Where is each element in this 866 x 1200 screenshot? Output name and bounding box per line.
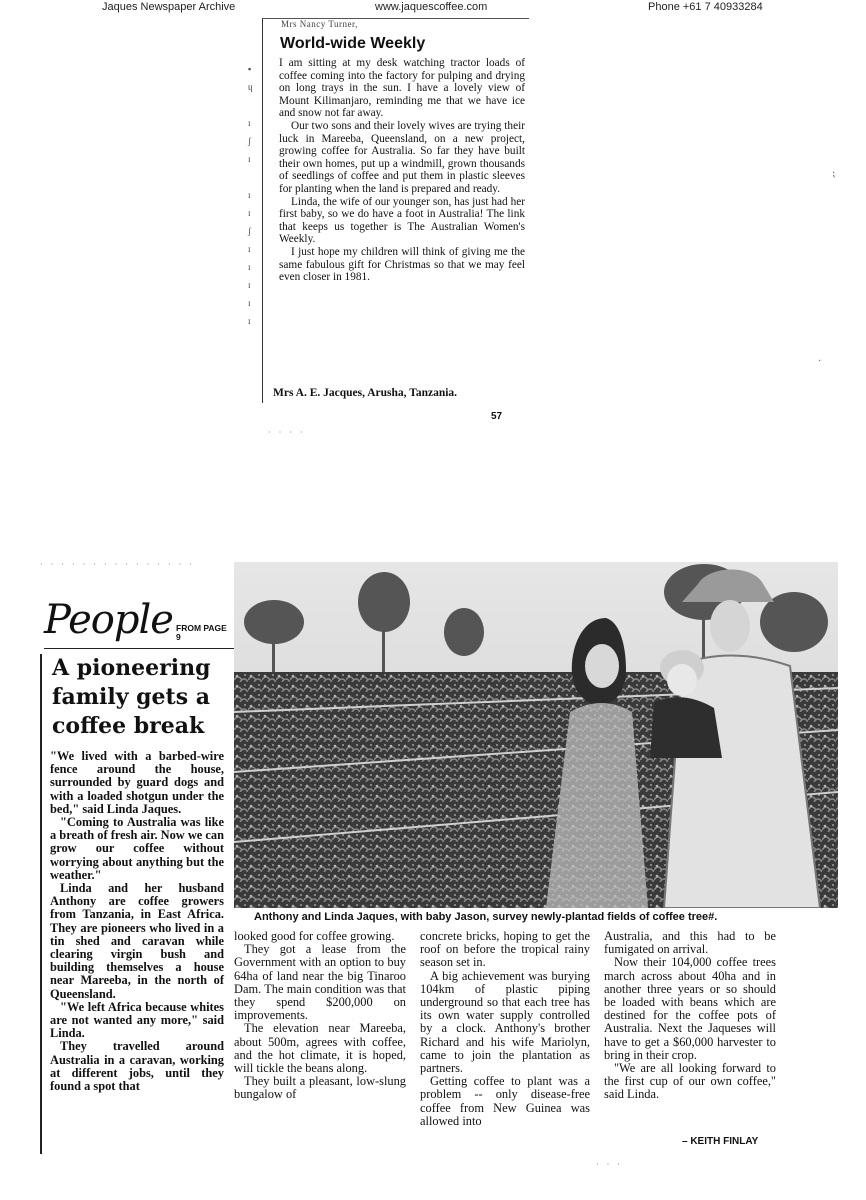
article-paragraph: "We lived with a barbed-wire fence around the house, surrounded by guard dogs and with a loaded shotgun under the bed," said Linda Jaques. xyxy=(50,749,224,816)
from-page-label: FROM PAGE 9 xyxy=(176,623,227,642)
column-rule xyxy=(40,654,42,1154)
family-photo xyxy=(234,562,838,908)
scan-margin-marks: ▪ ɥ ɪ ʃ ɪ ɪ ɪ ʃ ɪ ɪ ɪ ɪ ɪ xyxy=(248,64,253,326)
article-column-4 xyxy=(604,930,776,1102)
article-paragraph: The elevation near Mareeba, about 500m, agrees with coffee, and the hot climate, it is hoped, will tickle the beans along. xyxy=(234,1021,406,1076)
letter-signature: Mrs A. E. Jacques, Arusha, Tanzania. xyxy=(273,387,458,399)
website-url[interactable]: www.jaquescoffee.com xyxy=(375,1,488,13)
article-paragraph: A big achievement was burying 104km of plastic piping underground so that each tree has its own water supply controlled by a clock. Anthony's brother Richard and his wife Mariolyn, came to join the plantation as partners. xyxy=(420,968,590,1076)
phone-number: Phone +61 7 40933284 xyxy=(648,1,763,13)
archive-name: Jaques Newspaper Archive xyxy=(102,1,236,13)
article-paragraph: looked good for coffee growing. xyxy=(234,929,395,943)
article-paragraph: Getting coffee to plant was a problem -- only disease-free coffee from New Guinea was allowed into xyxy=(420,1074,590,1128)
letter-top-fragment: Mrs Nancy Turner, xyxy=(281,19,358,29)
article-byline: – KEITH FINLAY xyxy=(682,1136,759,1147)
article-paragraph: Now their 104,000 coffee trees march across about 40ha and in another three years or so should be loaded with beans which are destined for the coffee pots of Australia. Next the Jaqueses will have to get a $60,000 harvester to bring in their crop. xyxy=(604,955,776,1062)
photo-caption: Anthony and Linda Jaques, with baby Jason, survey newly-plantad fields of coffee tree#. xyxy=(254,911,718,923)
letter-body xyxy=(279,57,525,284)
article-paragraph: Australia, and this had to be fumigated on arrival. xyxy=(604,929,776,957)
article-paragraph: "Coming to Australia was like a breath of fresh air. Now we can grow our coffee without worrying about anything but the weather." xyxy=(50,815,224,882)
letter-title: World-wide Weekly xyxy=(280,35,426,52)
section-title: People xyxy=(44,597,173,643)
letter-paragraph: I just hope my children will think of giving me the same fabulous gift for Christmas so that we may feel even closer in 1981. xyxy=(279,245,525,284)
article-paragraph: concrete bricks, hoping to get the roof on before the tropical rainy season set in. xyxy=(420,929,590,970)
article-column-1 xyxy=(50,750,224,1093)
section-underline xyxy=(44,648,234,649)
article-headline: A pioneering family gets a coffee break xyxy=(52,655,211,739)
article-paragraph: Linda and her husband Anthony are coffee growers from Tanzania, in East Africa. They are pioneers who lived in a tin shed and caravan while clearing virgin bush and building themselves a house near Mareeba, in the north of Queensland. xyxy=(50,881,224,1001)
article-paragraph: They travelled around Australia in a caravan, working at different jobs, until they found a spot that xyxy=(50,1039,224,1094)
article-paragraph: "We are all looking forward to the first cup of our own coffee," said Linda. xyxy=(604,1061,776,1102)
page-number: 57 xyxy=(491,411,503,422)
scan-noise: · · · xyxy=(596,1160,623,1169)
scan-speck: · xyxy=(818,356,822,367)
article-paragraph: They got a lease from the Government with an option to buy 64ha of land near the big Tinaroo Dam. The main condition was that they spend $200,000 on improvements. xyxy=(234,942,406,1023)
letter-paragraph: Linda, the wife of our younger son, has just had her first baby, so we do have a foot in Australia! The link that keeps us together is The Australian Women's Weekly. xyxy=(279,195,525,246)
article-paragraph: They built a pleasant, low-slung bungalow of xyxy=(234,1074,406,1102)
letter-paragraph: Our two sons and their lovely wives are trying their luck in Mareeba, Queensland, on a new project, growing coffee for Australia. So far they have built their own homes, put up a windmill, grown thousands of seedlings of coffee and put them in plastic sleeves for planting when the land is prepared and ready. xyxy=(279,119,525,195)
article-paragraph: "We left Africa because whites are not wanted any more," said Linda. xyxy=(50,999,224,1041)
scan-noise: · · · · · · · · · · · · · · · xyxy=(40,560,195,569)
photo-illustration xyxy=(234,562,838,908)
article-column-3 xyxy=(420,930,590,1128)
letter-clipping xyxy=(262,18,529,403)
letter-paragraph: I am sitting at my desk watching tractor loads of coffee coming into the factory for pulping and drying on long trays in the sun. I have a lovely view of Mount Kilimanjaro, reminding me that we have ice and snow not far away. xyxy=(279,57,525,120)
scan-speck: ⁏ xyxy=(832,168,836,179)
scan-noise: · · · · xyxy=(268,428,306,437)
article-column-2 xyxy=(234,930,406,1102)
